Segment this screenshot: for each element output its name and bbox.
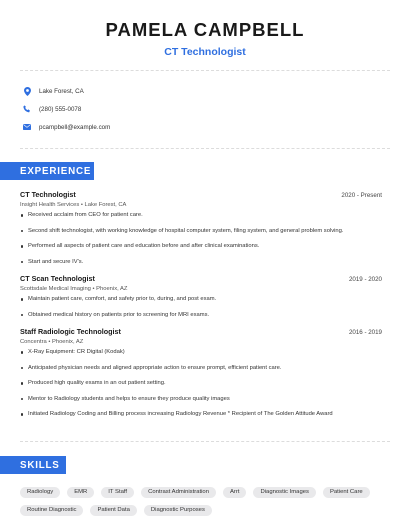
skill-chip: Arrt bbox=[223, 487, 247, 498]
phone-icon bbox=[20, 105, 34, 113]
experience-list bbox=[20, 190, 382, 427]
bullet-item: Initiated Radiology Coding and Billing process increasing Radiology Revenue * Recipient of The Golden Attitude Award bbox=[20, 411, 382, 418]
job-entry bbox=[20, 274, 382, 319]
header-divider bbox=[20, 70, 390, 71]
skill-chip: Diagnostic Purposes bbox=[144, 505, 212, 516]
bullet-item: Mentor to Radiology students and helps to ensure they produce quality images bbox=[20, 396, 382, 403]
job-entry bbox=[20, 190, 382, 266]
contact-phone bbox=[20, 100, 110, 118]
bullet-item: Obtained medical history on patients prior to screening for MRI exams. bbox=[20, 312, 382, 319]
job-entry-title: Staff Radiologic Technologist bbox=[20, 327, 121, 336]
bullet-item: Second shift technologist, with working knowledge of hospital computer system, filing system, and general problem solving. bbox=[20, 228, 382, 235]
contact-info bbox=[20, 82, 110, 136]
candidate-name: PAMELA CAMPBELL bbox=[105, 19, 305, 40]
skill-chip: Diagnostic Images bbox=[253, 487, 315, 498]
bullet-item: Anticipated physician needs and aligned appropriate action to ensure prompt, efficient patient care. bbox=[20, 365, 382, 372]
location-text: Lake Forest, CA bbox=[39, 87, 84, 95]
job-entry-dates: 2016 - 2019 bbox=[348, 329, 382, 336]
job-title-heading: CT Technologist bbox=[164, 46, 246, 58]
envelope-icon bbox=[20, 124, 34, 130]
skill-chip: Contrast Administration bbox=[141, 487, 216, 498]
email-text: pcampbell@example.com bbox=[39, 123, 111, 131]
experience-section-heading: EXPERIENCE bbox=[0, 162, 94, 180]
skills-list bbox=[20, 487, 390, 516]
skill-chip: Radiology bbox=[20, 487, 60, 498]
job-entry-title: CT Technologist bbox=[20, 190, 76, 199]
job-entry-company: Concentra • Phoenix, AZ bbox=[20, 339, 84, 345]
bullet-item: Maintain patient care, comfort, and safety prior to, during, and post exam. bbox=[20, 296, 382, 303]
job-entry-company: Scottsdale Medical Imaging • Phoenix, AZ bbox=[20, 286, 128, 292]
job-entry-bullets bbox=[20, 212, 382, 266]
skills-section-heading: SKILLS bbox=[0, 456, 66, 474]
job-entry-company: Insight Health Services • Lake Forest, CA bbox=[20, 202, 127, 208]
contact-email bbox=[20, 118, 110, 136]
skill-chip: EMR bbox=[67, 487, 94, 498]
contact-divider bbox=[20, 148, 390, 149]
contact-location bbox=[20, 82, 110, 100]
job-entry-title: CT Scan Technologist bbox=[20, 274, 95, 283]
skill-chip: Patient Care bbox=[323, 487, 370, 498]
location-pin-icon bbox=[20, 87, 34, 96]
job-entry-bullets bbox=[20, 296, 382, 319]
job-entry-dates: 2019 - 2020 bbox=[348, 276, 382, 283]
bullet-item: Start and secure IV's. bbox=[20, 259, 382, 266]
bullet-item: Performed all aspects of patient care and education before and after clinical examinations. bbox=[20, 243, 382, 250]
skill-chip: Patient Data bbox=[90, 505, 136, 516]
bullet-item: Produced high quality exams in an out patient setting. bbox=[20, 380, 382, 387]
bullet-item: Received acclaim from CEO for patient care. bbox=[20, 212, 382, 219]
experience-divider bbox=[20, 441, 390, 442]
job-entry-bullets bbox=[20, 349, 382, 418]
job-entry bbox=[20, 327, 382, 418]
job-entry-dates: 2020 - Present bbox=[341, 192, 382, 199]
resume-header bbox=[0, 0, 410, 58]
skill-chip: Routine Diagnostic bbox=[20, 505, 83, 516]
skill-chip: IT Staff bbox=[101, 487, 134, 498]
phone-text: (280) 555-0078 bbox=[39, 105, 82, 113]
bullet-item: X-Ray Equipment: CR Digital (Kodak) bbox=[20, 349, 382, 356]
